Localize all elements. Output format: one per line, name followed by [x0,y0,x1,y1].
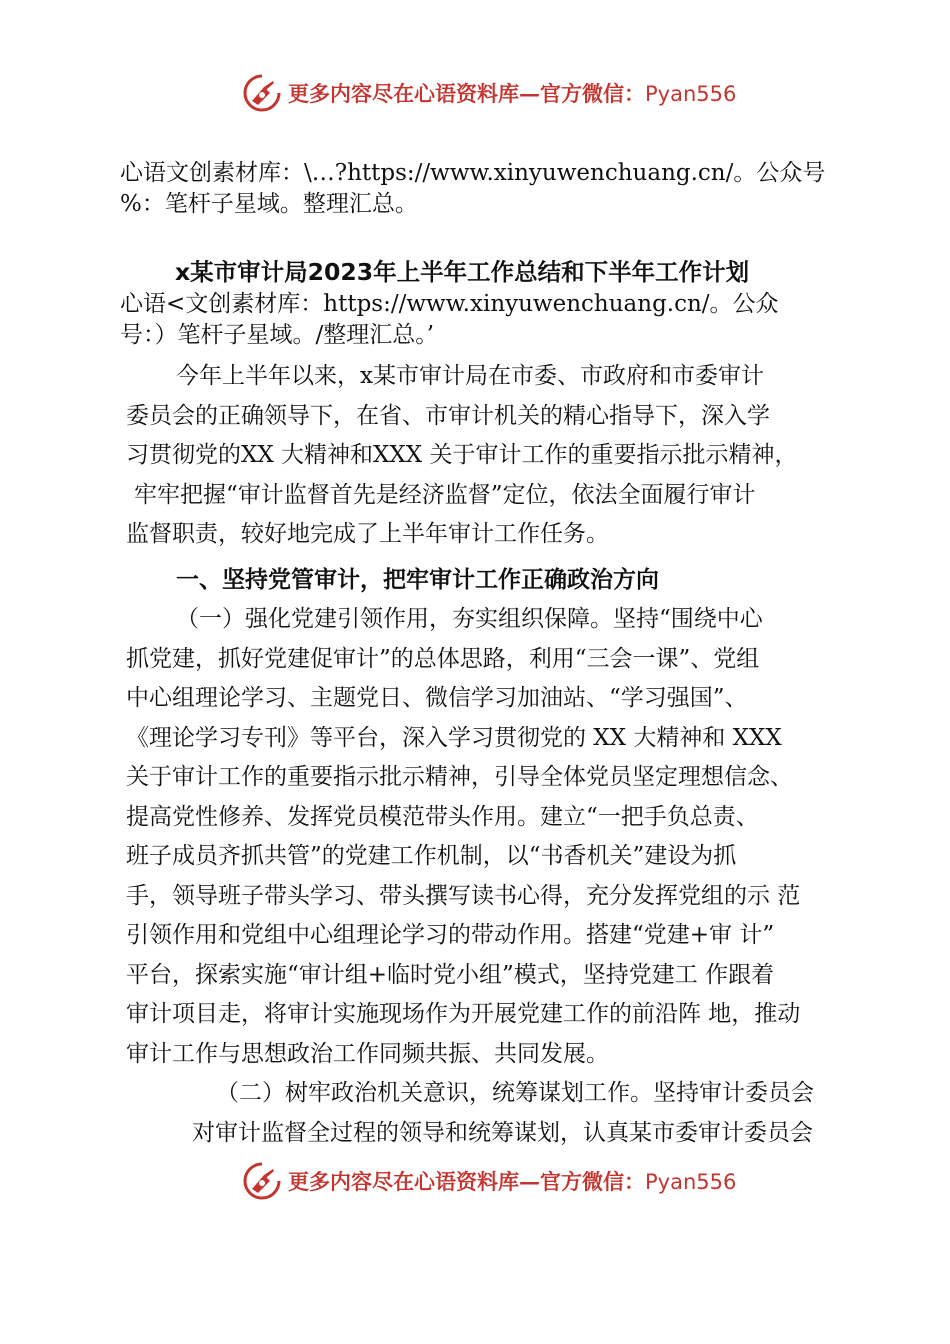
paragraph-line: 手，领导班子带头学习、带头撰写读书心得，充分发挥党组的示 范 [126,882,801,909]
paragraph-line: 审计项目走，将审计实施现场作为开展党建工作的前沿阵 地，推动 [126,1001,801,1027]
intro-paragraph [120,357,860,555]
paragraph-line: （二）树牢政治机关意识，统筹谋划工作。坚持审计委员会 [216,1080,814,1106]
paragraph-line: 关于审计工作的重要指示批示精神，引导全体党员坚定理想信念、 [126,764,793,790]
paragraph-line: 牢牢把握“审计监督首先是经济监督”定位，依法全面履行审计 [134,481,756,508]
paragraph-line: 对审计监督全过程的领导和统筹谋划，认真某市委审计委员会 [192,1119,813,1146]
paragraph-line: 中心组理论学习、主题党日、微信学习加油站、“学习强国”、 [126,685,748,711]
banner-text: 更多内容尽在心语资料库—官方微信：Pyan556 [288,1169,737,1194]
paragraph-line: 《理论学习专刊》等平台，深入学习贯彻党的 XX 大精神和 XXX [126,724,782,751]
source-note-line: 号：）笔杆子星域。/整理汇总。’ [120,322,435,348]
header-note-line: %：笔杆子星域。整理汇总。 [120,191,418,217]
header-banner [240,70,760,116]
header-note-line: 心语文创素材库：\…?https://www.xinyuwenchuang.cn/。公众号 [120,160,826,186]
banner-wechat: Pyan556 [645,82,737,106]
logo-icon [240,1159,284,1203]
paragraph-line: 引领作用和党组中心组理论学习的带动作用。搭建“党建+审 计” [126,922,775,948]
footer-banner [240,1158,760,1204]
paragraph-line: 习贯彻党的XX 大精神和XXX 关于审计工作的重要指示批示精神， [126,442,798,468]
banner-wechat: Pyan556 [645,1170,737,1194]
document-title: x某市审计局2023年上半年工作总结和下半年工作计划 [175,258,750,286]
source-note-line: 心语<文创素材库：https://www.xinyuwenchuang.cn/。公众 [120,291,779,317]
header-note [120,158,860,220]
paragraph-line: 监督职责，较好地完成了上半年审计工作任务。 [126,521,609,547]
paragraph-line: 班子成员齐抓共管”的党建工作机制，以“书香机关”建设为抓 [126,843,737,869]
paragraph-line: 抓党建，抓好党建促审计”的总体思路，利用“三会一课”、党组 [126,645,760,672]
logo-icon [240,71,284,115]
paragraph-line: 平台，探索实施“审计组+临时党小组”模式，坚持党建工 作跟着 [126,961,775,988]
section-heading: 一、坚持党管审计，把牢审计工作正确政治方向 [176,566,659,593]
paragraph-line: 提高党性修养、发挥党员模范带头作用。建立“一把手负总责、 [126,803,759,830]
banner-text: 更多内容尽在心语资料库—官方微信：Pyan556 [288,81,737,106]
section1-paragraph-1 [120,600,860,1074]
document-body [120,158,860,1153]
paragraph-line: （一）强化党建引领作用，夯实组织保障。坚持“围绕中心 [176,606,763,632]
source-note [120,289,860,351]
paragraph-line: 委员会的正确领导下，在省、市审计机关的精心指导下，深入学 [126,402,770,429]
section1-paragraph-2 [120,1074,860,1153]
paragraph-line: 审计工作与思想政治工作同频共振、共同发展。 [126,1040,609,1067]
paragraph-line: 今年上半年以来，x某市审计局在市委、市政府和市委审计 [176,363,764,389]
